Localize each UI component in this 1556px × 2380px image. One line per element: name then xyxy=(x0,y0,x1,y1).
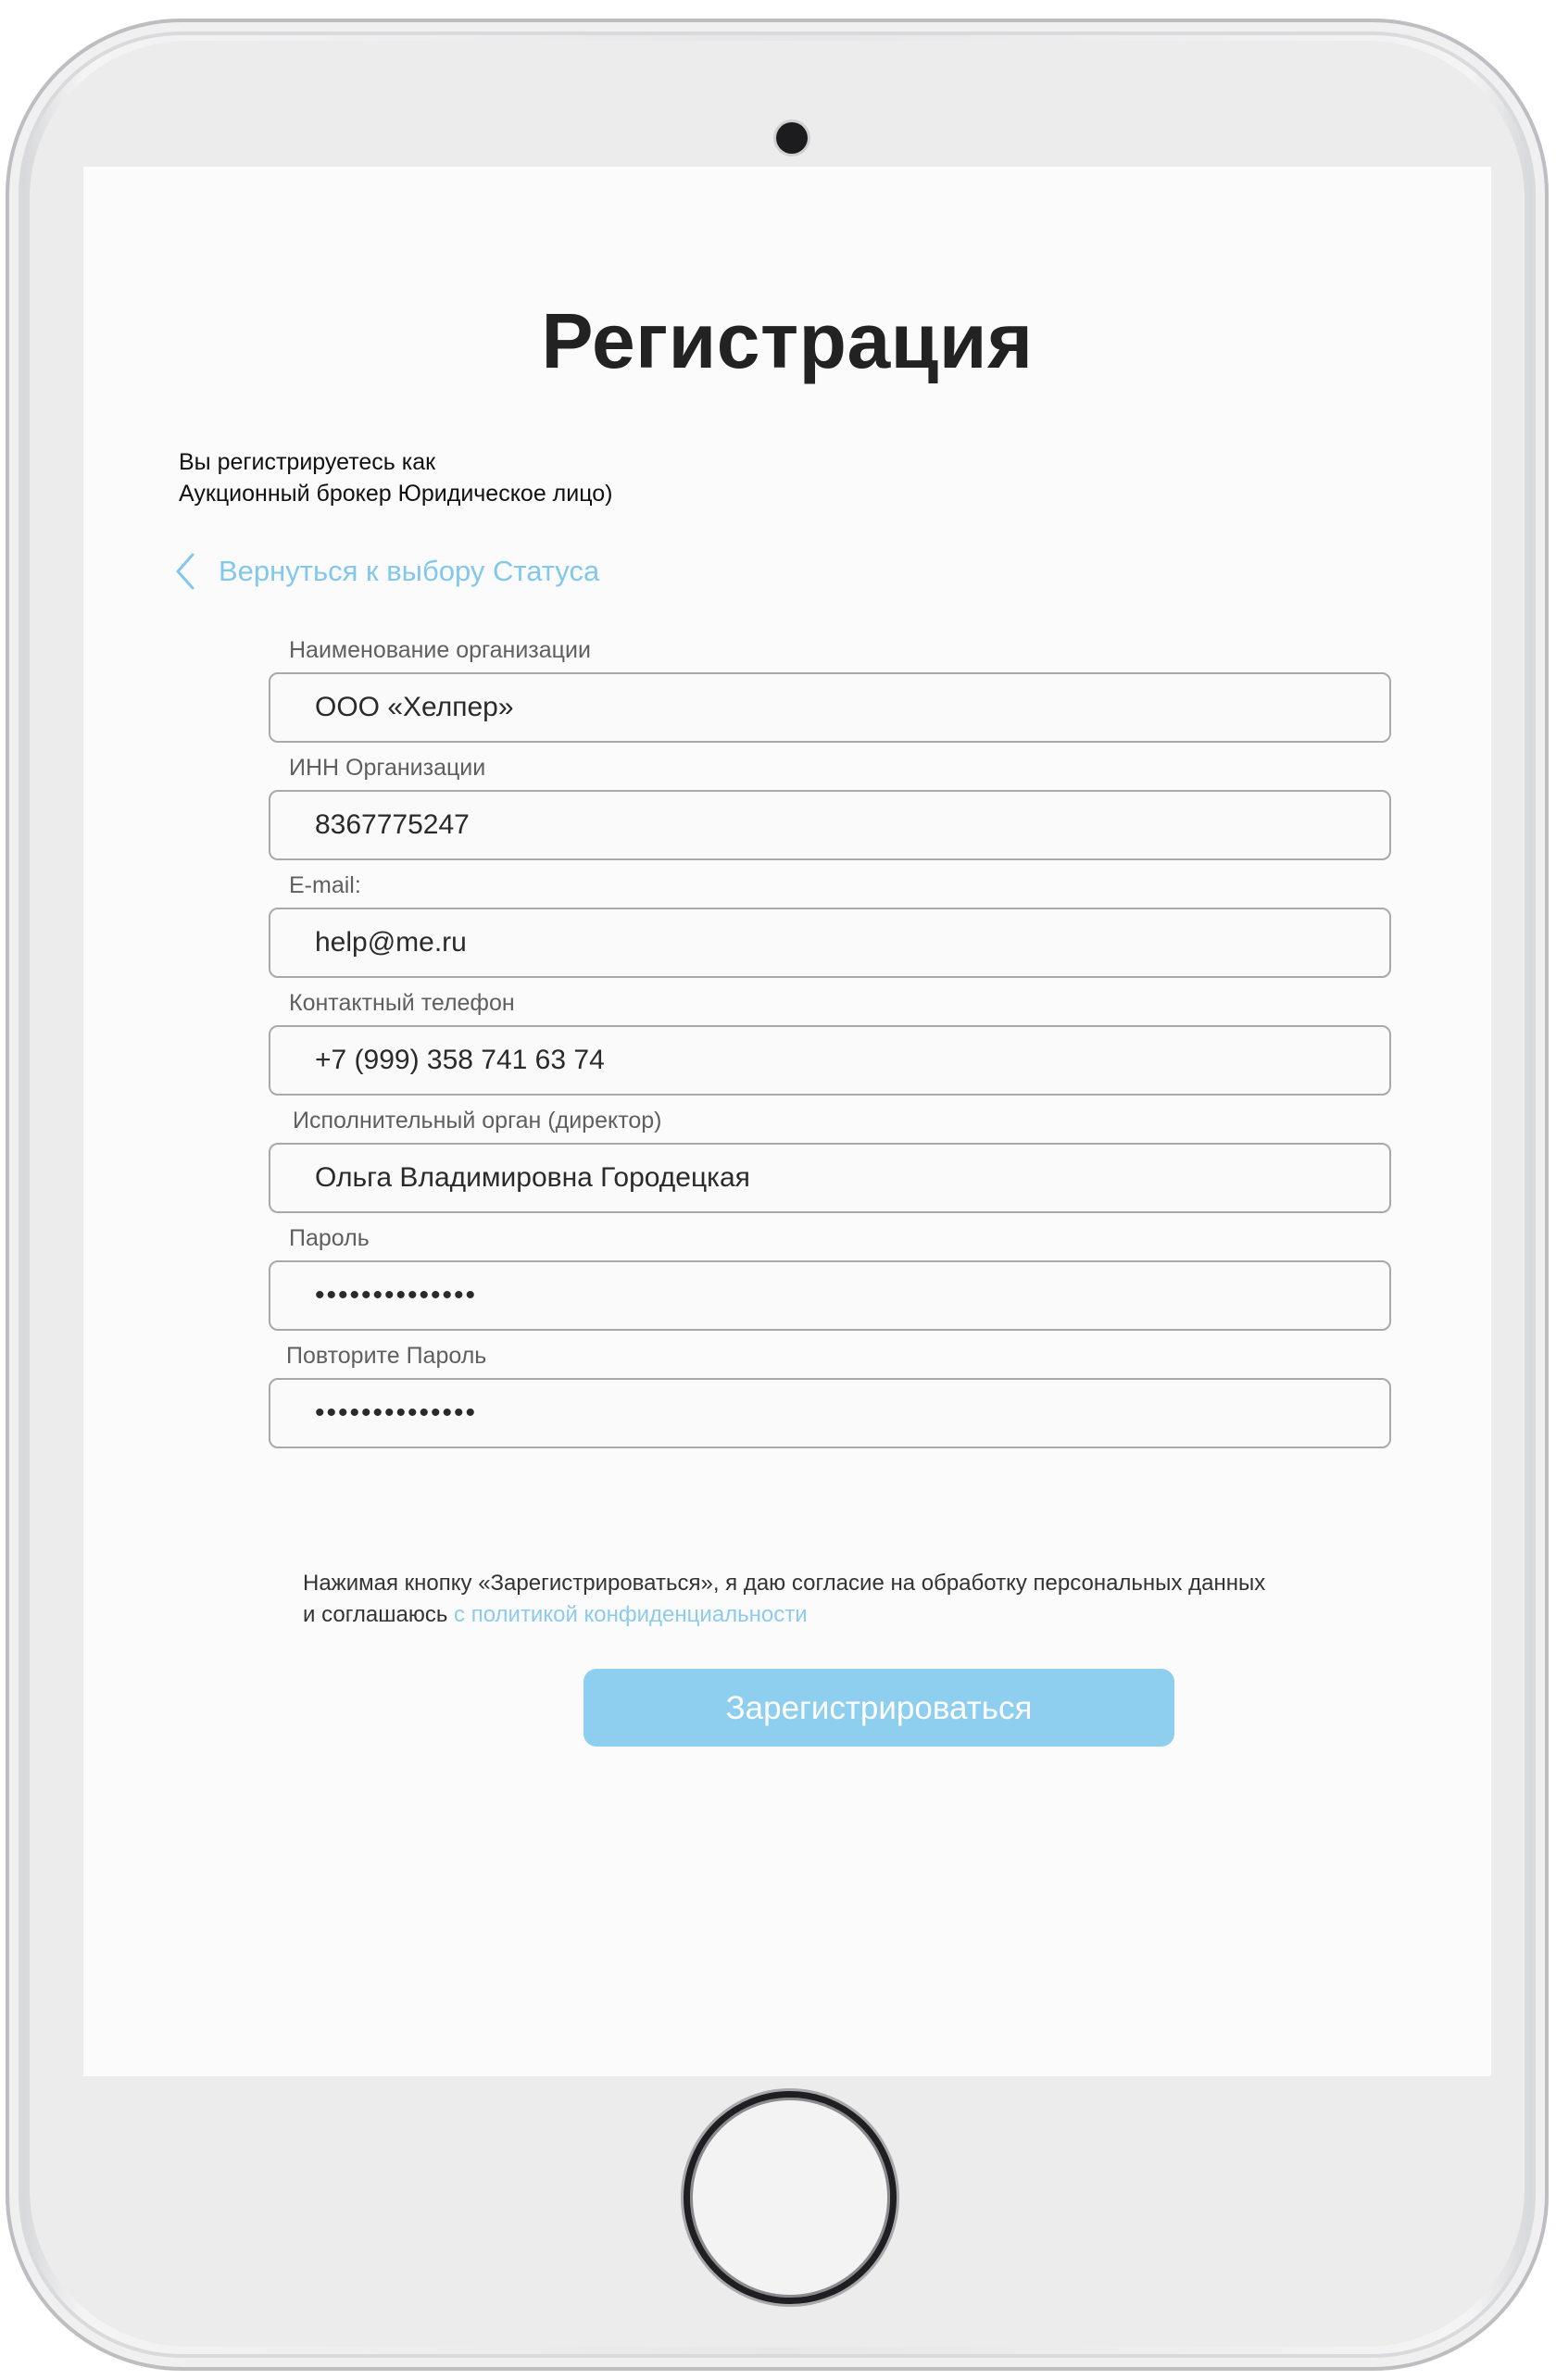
register-button[interactable]: Зарегистрироваться xyxy=(584,1669,1174,1747)
subtitle-line-2: Аукционный брокер Юридическое лицо) xyxy=(179,481,613,507)
org-name-input[interactable] xyxy=(269,672,1391,743)
director-label: Исполнительный орган (директор) xyxy=(293,1108,662,1134)
inn-input[interactable] xyxy=(269,790,1391,860)
home-button[interactable] xyxy=(684,2091,897,2304)
email-input[interactable] xyxy=(269,908,1391,978)
privacy-policy-link[interactable]: с политикой конфиденциальности xyxy=(454,1602,808,1627)
back-link-label: Вернуться к выбору Статуса xyxy=(219,555,600,587)
phone-input[interactable] xyxy=(269,1025,1391,1096)
director-input[interactable] xyxy=(269,1143,1391,1213)
page-title: Регистрация xyxy=(541,297,1034,384)
subtitle-line-1: Вы регистрируетесь как xyxy=(179,449,436,475)
org-name-label: Наименование организации xyxy=(289,637,591,663)
registration-status-text xyxy=(179,446,613,509)
front-camera xyxy=(776,122,808,154)
password-input[interactable] xyxy=(269,1260,1391,1331)
consent-line-2-prefix: и соглашаюсь xyxy=(303,1602,455,1627)
registration-screen xyxy=(83,167,1491,2076)
consent-line-1: Нажимая кнопку «Зарегистрироваться», я даю согласие на обработку персональных данных xyxy=(303,1571,1266,1596)
password-label: Пароль xyxy=(289,1225,370,1251)
consent-text xyxy=(303,1568,1368,1631)
phone-label: Контактный телефон xyxy=(289,990,515,1016)
back-to-status-link[interactable] xyxy=(174,548,599,595)
inn-label: ИНН Организации xyxy=(289,755,486,781)
tablet-frame xyxy=(6,19,1549,2371)
consent-line-2 xyxy=(303,1599,1368,1631)
repeat-password-label: Повторите Пароль xyxy=(286,1343,487,1369)
chevron-left-icon xyxy=(174,552,196,591)
email-label: E-mail: xyxy=(289,872,361,898)
repeat-password-input[interactable] xyxy=(269,1378,1391,1448)
